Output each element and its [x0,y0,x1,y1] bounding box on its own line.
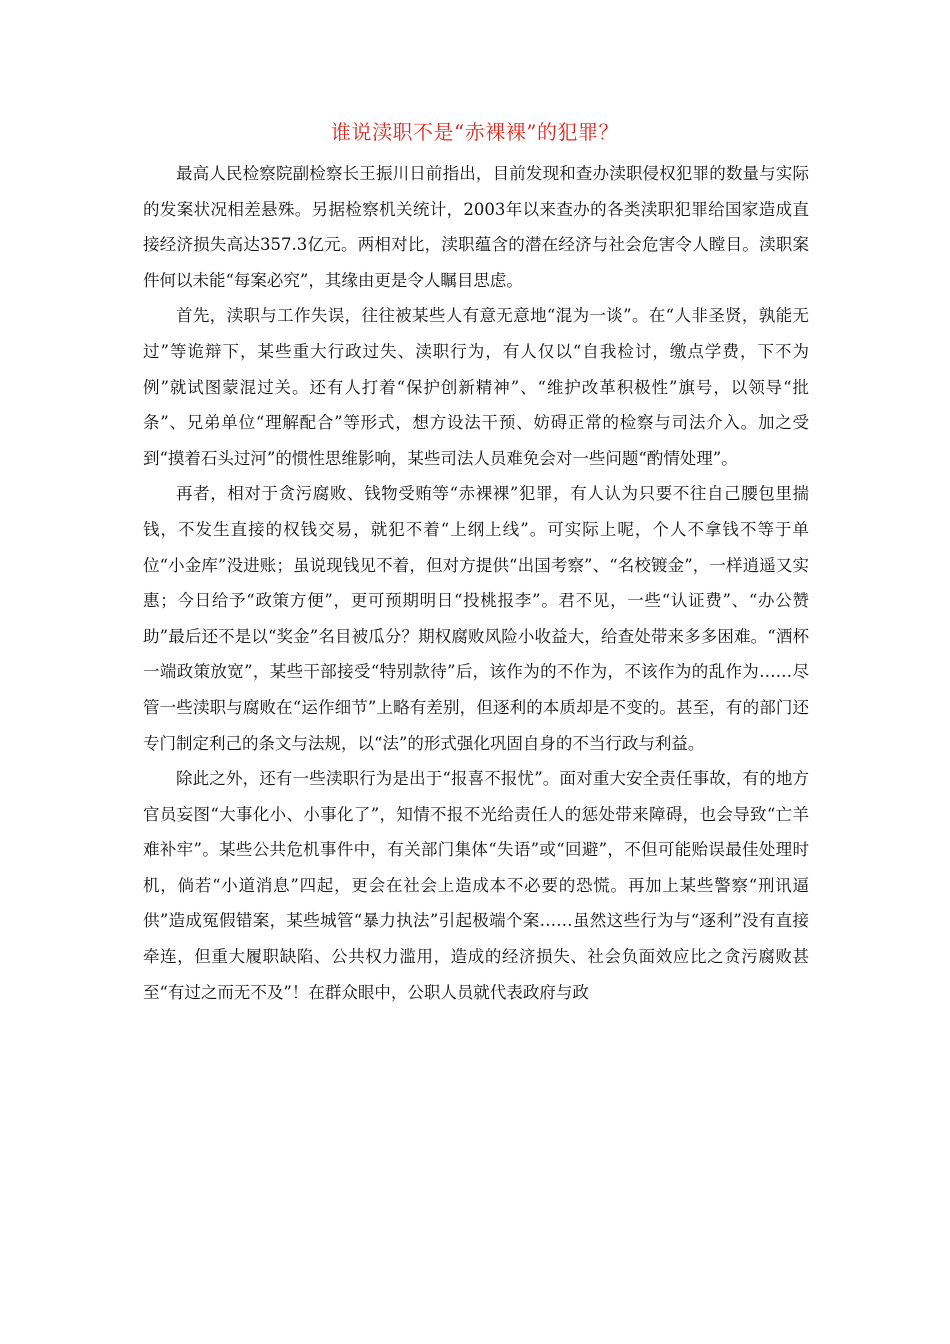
paragraph-4: 除此之外，还有一些渎职行为是出于“报喜不报忧”。面对重大安全责任事故，有的地方官员妄图“大事化小、小事化了”，知情不报不光给责任人的惩处带来障碍，也会导致“亡羊难补牢”。某些公共危机事件中，有关部门集体“失语”或“回避”，不但可能贻误最佳处理时机，倘若“小道消息”四起，更会在社会上造成本不必要的恐慌。再加上某些警察“刑讯逼供”造成冤假错案，某些城管“暴力执法”引起极端个案……虽然这些行为与“逐利”没有直接牵连，但重大履职缺陷、公共权力滥用，造成的经济损失、社会负面效应比之贪污腐败甚至“有过之而无不及”！在群众眼中，公职人员就代表政府与政 [143,769,809,1002]
paragraph-3: 再者，相对于贪污腐败、钱物受贿等“赤裸裸”犯罪，有人认为只要不往自己腰包里揣钱，不发生直接的权钱交易，就犯不着“上纲上线”。可实际上呢，个人不拿钱不等于单位“小金库”没进账；虽说现钱见不着，但对方提供“出国考察”、“名校镀金”，一样逍遥又实惠；今日给予“政策方便”，更可预期明日“投桃报李”。君不见，一些“认证费”、“办公赞助”最后还不是以“奖金”名目被瓜分？期权腐败风险小收益大，给查处带来多多困难。“酒杯一端政策放宽”，某些干部接受“特别款待”后，该作为的不作为，不该作为的乱作为……尽管一些渎职与腐败在“运作细节”上略有差别，但逐利的本质却是不变的。甚至，有的部门还专门制定利己的条文与法规，以“法”的形式强化巩固自身的不当行政与利益。 [143,484,809,753]
paragraph-1: 最高人民检察院副检察长王振川日前指出，目前发现和查办渎职侵权犯罪的数量与实际的发案状况相差悬殊。另据检察机关统计，2003年以来查办的各类渎职犯罪给国家造成直接经济损失高达357.3亿元。两相对比，渎职蕴含的潜在经济与社会危害令人瞠目。渎职案件何以未能“每案必究”，其缘由更是令人瞩目思虑。 [143,164,809,290]
paragraph-2: 首先，渎职与工作失误，往往被某些人有意无意地“混为一谈”。在“人非圣贤，孰能无过”等诡辩下，某些重大行政过失、渎职行为，有人仅以“自我检讨，缴点学费，下不为例”就试图蒙混过关。还有人打着“保护创新精神”、“维护改革积极性”旗号，以领导“批条”、兄弟单位“理解配合”等形式，想方设法干预、妨碍正常的检察与司法介入。加之受到“摸着石头过河”的惯性思维影响，某些司法人员难免会对一些问题“酌情处理”。 [143,306,809,468]
document-body [143,156,809,1010]
document-title: 谁说渎职不是“赤裸裸”的犯罪？ [331,120,619,144]
